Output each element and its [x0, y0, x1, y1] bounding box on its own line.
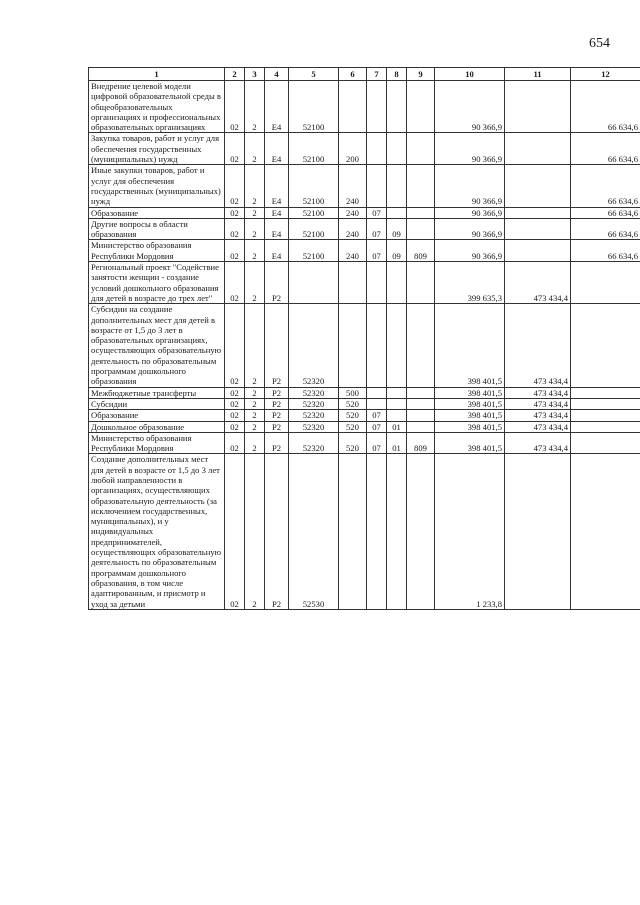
col-3: 2	[245, 81, 265, 133]
col-2: 02	[225, 432, 245, 454]
col-8	[387, 81, 407, 133]
col-4: Р2	[265, 410, 289, 421]
row-name: Дошкольное образование	[89, 421, 225, 432]
row-name: Закупка товаров, работ и услуг для обеспечения государственных (муниципальных) нужд	[89, 133, 225, 165]
col-8	[387, 454, 407, 609]
col-12-amount	[571, 398, 640, 409]
col-6: 520	[339, 432, 367, 454]
col-10-amount: 1 233,8	[435, 454, 505, 609]
col-7	[367, 133, 387, 165]
col-12-amount: 66 634,6	[571, 165, 640, 207]
col-10-amount: 398 401,5	[435, 304, 505, 387]
table-row	[89, 432, 640, 454]
col-9: 809	[407, 240, 435, 262]
page-number: 654	[589, 36, 610, 51]
col-6: 520	[339, 398, 367, 409]
col-2: 02	[225, 207, 245, 218]
col-11-amount	[505, 218, 571, 240]
col-7: 07	[367, 421, 387, 432]
col-4: Е4	[265, 165, 289, 207]
col-header: 2	[225, 68, 245, 81]
col-12-amount: 66 634,6	[571, 240, 640, 262]
col-4: Р2	[265, 432, 289, 454]
col-10-amount: 90 366,9	[435, 240, 505, 262]
col-5: 52100	[289, 218, 339, 240]
table-row	[89, 421, 640, 432]
col-7: 07	[367, 218, 387, 240]
col-5: 52100	[289, 165, 339, 207]
col-9	[407, 454, 435, 609]
col-2: 02	[225, 240, 245, 262]
table-row	[89, 81, 640, 133]
col-8	[387, 165, 407, 207]
col-4: Р2	[265, 387, 289, 398]
col-10-amount: 90 366,9	[435, 133, 505, 165]
col-header: 6	[339, 68, 367, 81]
budget-table	[88, 67, 640, 610]
col-3: 2	[245, 262, 265, 304]
col-8	[387, 133, 407, 165]
col-6: 240	[339, 207, 367, 218]
col-2: 02	[225, 454, 245, 609]
col-3: 2	[245, 421, 265, 432]
col-6	[339, 454, 367, 609]
col-8: 01	[387, 421, 407, 432]
col-6	[339, 262, 367, 304]
col-9	[407, 81, 435, 133]
col-9	[407, 421, 435, 432]
col-2: 02	[225, 262, 245, 304]
col-7: 07	[367, 240, 387, 262]
col-4: Е4	[265, 133, 289, 165]
col-12-amount	[571, 304, 640, 387]
col-header: 8	[387, 68, 407, 81]
col-9	[407, 387, 435, 398]
col-6: 200	[339, 133, 367, 165]
col-10-amount: 398 401,5	[435, 398, 505, 409]
row-name: Межбюджетные трансферты	[89, 387, 225, 398]
row-name: Министерство образования Республики Мордовия	[89, 432, 225, 454]
col-8: 09	[387, 240, 407, 262]
row-name: Региональный проект "Содействие занятости женщин - создание условий дошкольного образования для детей в возрасте до трех лет"	[89, 262, 225, 304]
row-name: Субсидии на создание дополнительных мест для детей в возрасте от 1,5 до 3 лет в образовательных организациях, осуществляющих образовательную деятельность по образовательным программам дошкольного образования	[89, 304, 225, 387]
col-7: 07	[367, 410, 387, 421]
col-11-amount: 473 434,4	[505, 410, 571, 421]
col-11-amount: 473 434,4	[505, 387, 571, 398]
table-row	[89, 454, 640, 609]
col-4: Е4	[265, 81, 289, 133]
col-3: 2	[245, 218, 265, 240]
col-header: 10	[435, 68, 505, 81]
col-3: 2	[245, 207, 265, 218]
col-header: 3	[245, 68, 265, 81]
col-5: 52100	[289, 207, 339, 218]
table-row	[89, 262, 640, 304]
col-12-amount: 66 634,6	[571, 207, 640, 218]
col-7	[367, 454, 387, 609]
table-row	[89, 387, 640, 398]
col-12-amount: 66 634,6	[571, 133, 640, 165]
col-header: 4	[265, 68, 289, 81]
col-5: 52320	[289, 421, 339, 432]
row-name: Другие вопросы в области образования	[89, 218, 225, 240]
col-12-amount	[571, 262, 640, 304]
col-11-amount	[505, 207, 571, 218]
col-header: 9	[407, 68, 435, 81]
col-5	[289, 262, 339, 304]
col-3: 2	[245, 410, 265, 421]
col-7	[367, 387, 387, 398]
col-6	[339, 81, 367, 133]
col-5: 52320	[289, 398, 339, 409]
col-11-amount	[505, 454, 571, 609]
col-6	[339, 304, 367, 387]
col-2: 02	[225, 165, 245, 207]
table-row	[89, 304, 640, 387]
col-header: 7	[367, 68, 387, 81]
col-6: 240	[339, 218, 367, 240]
col-5: 52320	[289, 410, 339, 421]
col-8	[387, 304, 407, 387]
col-5: 52100	[289, 240, 339, 262]
col-9	[407, 218, 435, 240]
col-12-amount: 66 634,6	[571, 81, 640, 133]
col-12-amount	[571, 410, 640, 421]
col-header: 5	[289, 68, 339, 81]
col-4: Е4	[265, 207, 289, 218]
col-3: 2	[245, 165, 265, 207]
row-name: Субсидии	[89, 398, 225, 409]
col-8	[387, 398, 407, 409]
row-name: Образование	[89, 207, 225, 218]
col-10-amount: 398 401,5	[435, 410, 505, 421]
col-2: 02	[225, 218, 245, 240]
col-10-amount: 90 366,9	[435, 165, 505, 207]
col-3: 2	[245, 133, 265, 165]
col-8: 09	[387, 218, 407, 240]
col-5: 52320	[289, 387, 339, 398]
col-2: 02	[225, 421, 245, 432]
col-2: 02	[225, 133, 245, 165]
col-7	[367, 81, 387, 133]
col-4: Е4	[265, 218, 289, 240]
col-8	[387, 262, 407, 304]
col-9	[407, 398, 435, 409]
col-4: Р2	[265, 262, 289, 304]
table-row	[89, 165, 640, 207]
header-row	[89, 68, 640, 81]
col-4: Р2	[265, 304, 289, 387]
col-3: 2	[245, 454, 265, 609]
col-11-amount	[505, 165, 571, 207]
col-5: 52320	[289, 432, 339, 454]
col-11-amount: 473 434,4	[505, 262, 571, 304]
col-10-amount: 398 401,5	[435, 387, 505, 398]
col-3: 2	[245, 240, 265, 262]
col-2: 02	[225, 410, 245, 421]
col-10-amount: 90 366,9	[435, 218, 505, 240]
col-4: Р2	[265, 398, 289, 409]
col-5: 52100	[289, 133, 339, 165]
col-12-amount	[571, 421, 640, 432]
col-7: 07	[367, 432, 387, 454]
col-8: 01	[387, 432, 407, 454]
col-7	[367, 165, 387, 207]
col-11-amount: 473 434,4	[505, 304, 571, 387]
row-name: Создание дополнительных мест для детей в возрасте от 1,5 до 3 лет любой направленности в организациях, осуществляющих образовательную деятельность (за исключением государственных, муниципальных), и у индивидуальных предпринимателей, осуществляющих образовательную деятельность по образовательным программам дошкольного образования, в том числе адаптированным, и присмотр и уход за детьми	[89, 454, 225, 609]
col-2: 02	[225, 387, 245, 398]
col-10-amount: 399 635,3	[435, 262, 505, 304]
row-name: Образование	[89, 410, 225, 421]
col-4: Р2	[265, 421, 289, 432]
col-11-amount: 473 434,4	[505, 432, 571, 454]
col-8	[387, 410, 407, 421]
col-11-amount	[505, 81, 571, 133]
col-header: 11	[505, 68, 571, 81]
row-name: Министерство образования Республики Мордовия	[89, 240, 225, 262]
col-12-amount	[571, 454, 640, 609]
row-name: Иные закупки товаров, работ и услуг для обеспечения государственных (муниципальных) нужд	[89, 165, 225, 207]
col-2: 02	[225, 398, 245, 409]
table-row	[89, 133, 640, 165]
col-7: 07	[367, 207, 387, 218]
col-8	[387, 207, 407, 218]
col-7	[367, 304, 387, 387]
table-row	[89, 398, 640, 409]
col-9	[407, 304, 435, 387]
row-name: Внедрение целевой модели цифровой образовательной среды в общеобразовательных организациях и профессиональных образовательных организациях	[89, 81, 225, 133]
col-header: 12	[571, 68, 640, 81]
col-9	[407, 133, 435, 165]
col-7	[367, 262, 387, 304]
table-row	[89, 218, 640, 240]
col-6: 500	[339, 387, 367, 398]
col-5: 52530	[289, 454, 339, 609]
col-9	[407, 410, 435, 421]
col-10-amount: 90 366,9	[435, 81, 505, 133]
table-row	[89, 410, 640, 421]
col-10-amount: 398 401,5	[435, 432, 505, 454]
col-6: 240	[339, 240, 367, 262]
col-10-amount: 398 401,5	[435, 421, 505, 432]
col-6: 520	[339, 410, 367, 421]
table-row	[89, 240, 640, 262]
col-4: Е4	[265, 240, 289, 262]
col-6: 240	[339, 165, 367, 207]
col-3: 2	[245, 432, 265, 454]
col-12-amount: 66 634,6	[571, 218, 640, 240]
col-8	[387, 387, 407, 398]
col-2: 02	[225, 81, 245, 133]
col-9	[407, 207, 435, 218]
col-9	[407, 165, 435, 207]
col-5: 52100	[289, 81, 339, 133]
col-12-amount	[571, 432, 640, 454]
col-9	[407, 262, 435, 304]
col-10-amount: 90 366,9	[435, 207, 505, 218]
col-6: 520	[339, 421, 367, 432]
col-7	[367, 398, 387, 409]
col-11-amount: 473 434,4	[505, 421, 571, 432]
col-3: 2	[245, 387, 265, 398]
col-9: 809	[407, 432, 435, 454]
col-3: 2	[245, 398, 265, 409]
col-3: 2	[245, 304, 265, 387]
col-4: Р2	[265, 454, 289, 609]
col-12-amount	[571, 387, 640, 398]
col-11-amount	[505, 133, 571, 165]
col-5: 52320	[289, 304, 339, 387]
table-row	[89, 207, 640, 218]
col-2: 02	[225, 304, 245, 387]
col-header: 1	[89, 68, 225, 81]
col-11-amount	[505, 240, 571, 262]
col-11-amount: 473 434,4	[505, 398, 571, 409]
